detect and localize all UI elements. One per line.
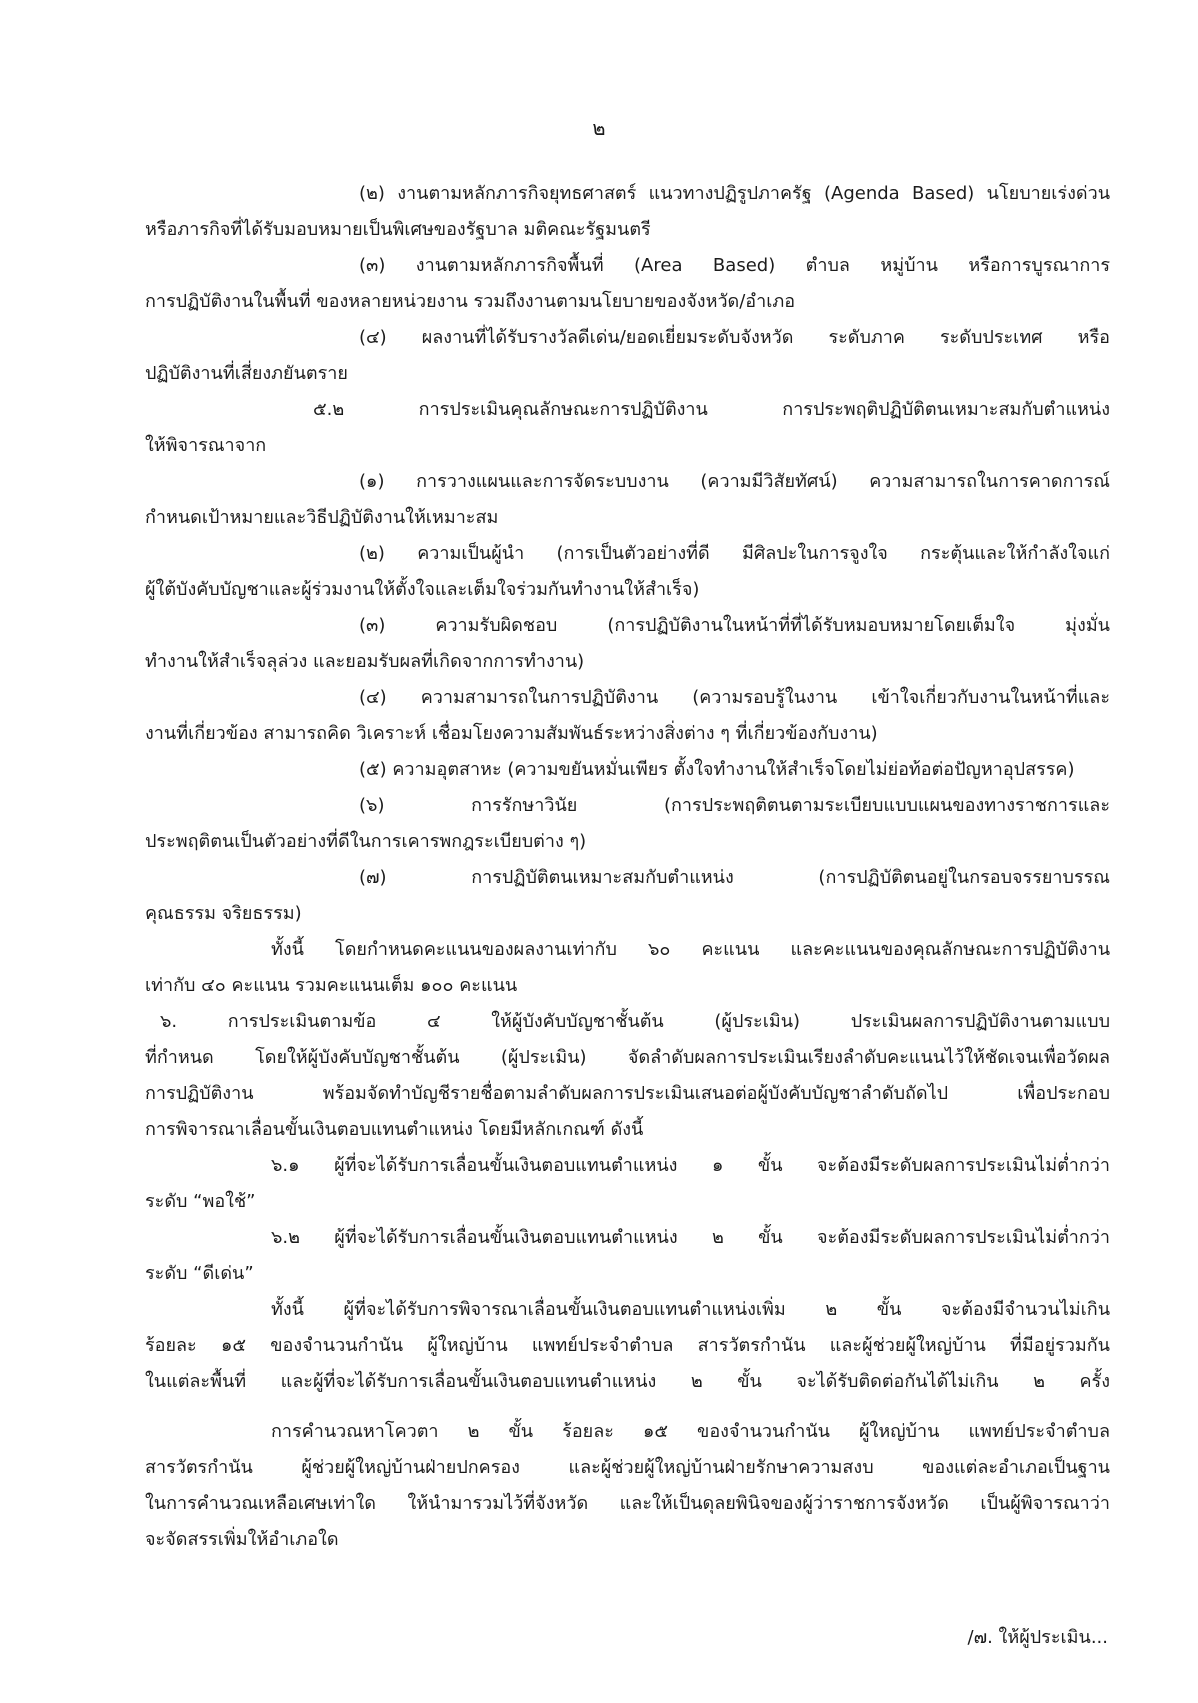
text-line: ประพฤติตนเป็นตัวอย่างที่ดีในการเคารพกฎระเบียบต่าง ๆ): [145, 831, 587, 852]
continuation-note: /๗. ให้ผู้ประเมิน...: [967, 1627, 1108, 1648]
text-line: จะจัดสรรเพิ่มให้อำเภอใด: [145, 1529, 339, 1550]
text-line: (๑) การวางแผนและการจัดระบบงาน (ความมีวิสัยทัศน์) ความสามารถในการคาดการณ์: [359, 471, 1110, 492]
text-line: การคำนวณหาโควตา ๒ ขั้น ร้อยละ ๑๕ ของจำนวนกำนัน ผู้ใหญ่บ้าน แพทย์ประจำตำบล: [271, 1421, 1110, 1442]
text-line: กำหนดเป้าหมายและวิธีปฏิบัติงานให้เหมาะสม: [145, 507, 499, 528]
text-line: ที่กำหนด โดยให้ผู้บังคับบัญชาชั้นต้น (ผู้ประเมิน) จัดลำดับผลการประเมินเรียงลำดับคะแนนไว้ให้ชัดเจนเพื่อวัดผล: [145, 1047, 1110, 1068]
page-number: ๒: [592, 116, 606, 140]
text-line: การปฏิบัติงาน พร้อมจัดทำบัญชีรายชื่อตามลำดับผลการประเมินเสนอต่อผู้บังคับบัญชาลำดับถัดไป เพื่อประกอบ: [145, 1083, 1110, 1104]
text-line: หรือภารกิจที่ได้รับมอบหมายเป็นพิเศษของรัฐบาล มติคณะรัฐมนตรี: [145, 219, 651, 240]
text-line: สารวัตรกำนัน ผู้ช่วยผู้ใหญ่บ้านฝ่ายปกครอง และผู้ช่วยผู้ใหญ่บ้านฝ่ายรักษาความสงบ ของแต่ละอำเภอเป็นฐาน: [145, 1457, 1110, 1478]
text-line: ทั้งนี้ ผู้ที่จะได้รับการพิจารณาเลื่อนขั้นเงินตอบแทนตำแหน่งเพิ่ม ๒ ขั้น จะต้องมีจำนวนไม่เกิน: [271, 1299, 1110, 1320]
paragraph-gap: [145, 1400, 1110, 1414]
text-line: ๖.๒ ผู้ที่จะได้รับการเลื่อนขั้นเงินตอบแทนตำแหน่ง ๒ ขั้น จะต้องมีระดับผลการประเมินไม่ต่ำกว่า: [271, 1227, 1110, 1248]
text-line: ๖. การประเมินตามข้อ ๔ ให้ผู้บังคับบัญชาชั้นต้น (ผู้ประเมิน) ประเมินผลการปฏิบัติงานตามแบบ: [160, 1011, 1110, 1032]
text-line: ในแต่ละพื้นที่ และผู้ที่จะได้รับการเลื่อนขั้นเงินตอบแทนตำแหน่ง ๒ ขั้น จะได้รับติดต่อกันได้ไม่เกิน ๒ ครั้ง: [145, 1371, 1110, 1392]
text-line: (๒) งานตามหลักภารกิจยุทธศาสตร์ แนวทางปฏิรูปภาครัฐ (Agenda Based) นโยบายเร่งด่วน: [359, 183, 1110, 204]
text-line: ในการคำนวณเหลือเศษเท่าใด ให้นำมารวมไว้ที่จังหวัด และให้เป็นดุลยพินิจของผู้ว่าราชการจังหวัด เป็นผู้พิจารณาว่า: [145, 1493, 1110, 1514]
text-line: ร้อยละ ๑๕ ของจำนวนกำนัน ผู้ใหญ่บ้าน แพทย์ประจำตำบล สารวัตรกำนัน และผู้ช่วยผู้ใหญ่บ้าน ที่มีอยู่รวมกัน: [145, 1335, 1110, 1356]
text-line: ๕.๒ การประเมินคุณลักษณะการปฏิบัติงาน การประพฤติปฏิบัติตนเหมาะสมกับตำแหน่ง: [313, 399, 1110, 420]
text-line: ระดับ “พอใช้”: [145, 1191, 256, 1212]
text-line: ให้พิจารณาจาก: [145, 435, 267, 456]
text-line: ปฏิบัติงานที่เสี่ยงภยันตราย: [145, 363, 348, 384]
text-line: (๗) การปฏิบัติตนเหมาะสมกับตำแหน่ง (การปฏิบัติตนอยู่ในกรอบจรรยาบรรณ: [359, 867, 1110, 888]
text-line: การปฏิบัติงานในพื้นที่ ของหลายหน่วยงาน รวมถึงงานตามนโยบายของจังหวัด/อำเภอ: [145, 291, 796, 312]
text-line: งานที่เกี่ยวข้อง สามารถคิด วิเคราะห์ เชื่อมโยงความสัมพันธ์ระหว่างสิ่งต่าง ๆ ที่เกี่ยวข้องกับงาน): [145, 723, 878, 744]
document-body: [145, 176, 1110, 1558]
text-line: (๓) งานตามหลักภารกิจพื้นที่ (Area Based) ตำบล หมู่บ้าน หรือการบูรณาการ: [359, 255, 1110, 276]
text-line: (๔) ผลงานที่ได้รับรางวัลดีเด่น/ยอดเยี่ยมระดับจังหวัด ระดับภาค ระดับประเทศ หรือ: [359, 327, 1110, 348]
text-line: (๓) ความรับผิดชอบ (การปฏิบัติงานในหน้าที่ที่ได้รับหมอบหมายโดยเต็มใจ มุ่งมั่น: [359, 615, 1110, 636]
text-line: (๔) ความสามารถในการปฏิบัติงาน (ความรอบรู้ในงาน เข้าใจเกี่ยวกับงานในหน้าที่และ: [359, 687, 1110, 708]
text-line: เท่ากับ ๔๐ คะแนน รวมคะแนนเต็ม ๑๐๐ คะแนน: [145, 975, 518, 996]
text-line: ทั้งนี้ โดยกำหนดคะแนนของผลงานเท่ากับ ๖๐ คะแนน และคะแนนของคุณลักษณะการปฏิบัติงาน: [271, 939, 1110, 960]
text-line: (๕) ความอุตสาหะ (ความขยันหมั่นเพียร ตั้งใจทำงานให้สำเร็จโดยไม่ย่อท้อต่อปัญหาอุปสรรค): [359, 759, 1075, 780]
text-line: (๖) การรักษาวินัย (การประพฤติตนตามระเบียบแบบแผนของทางราชการและ: [359, 795, 1110, 816]
text-line: ระดับ “ดีเด่น”: [145, 1263, 254, 1284]
text-line: ผู้ใต้บังคับบัญชาและผู้ร่วมงานให้ตั้งใจและเต็มใจร่วมกันทำงานให้สำเร็จ): [145, 579, 700, 600]
text-line: (๒) ความเป็นผู้นำ (การเป็นตัวอย่างที่ดี มีศิลปะในการจูงใจ กระตุ้นและให้กำลังใจแก่: [359, 543, 1110, 564]
text-line: ๖.๑ ผู้ที่จะได้รับการเลื่อนขั้นเงินตอบแทนตำแหน่ง ๑ ขั้น จะต้องมีระดับผลการประเมินไม่ต่ำกว่า: [271, 1155, 1110, 1176]
text-line: ทำงานให้สำเร็จลุล่วง และยอมรับผลที่เกิดจากการทำงาน): [145, 651, 585, 672]
text-line: การพิจารณาเลื่อนขั้นเงินตอบแทนตำแหน่ง โดยมีหลักเกณฑ์ ดังนี้: [145, 1119, 644, 1140]
text-line: คุณธรรม จริยธรรม): [145, 903, 302, 924]
